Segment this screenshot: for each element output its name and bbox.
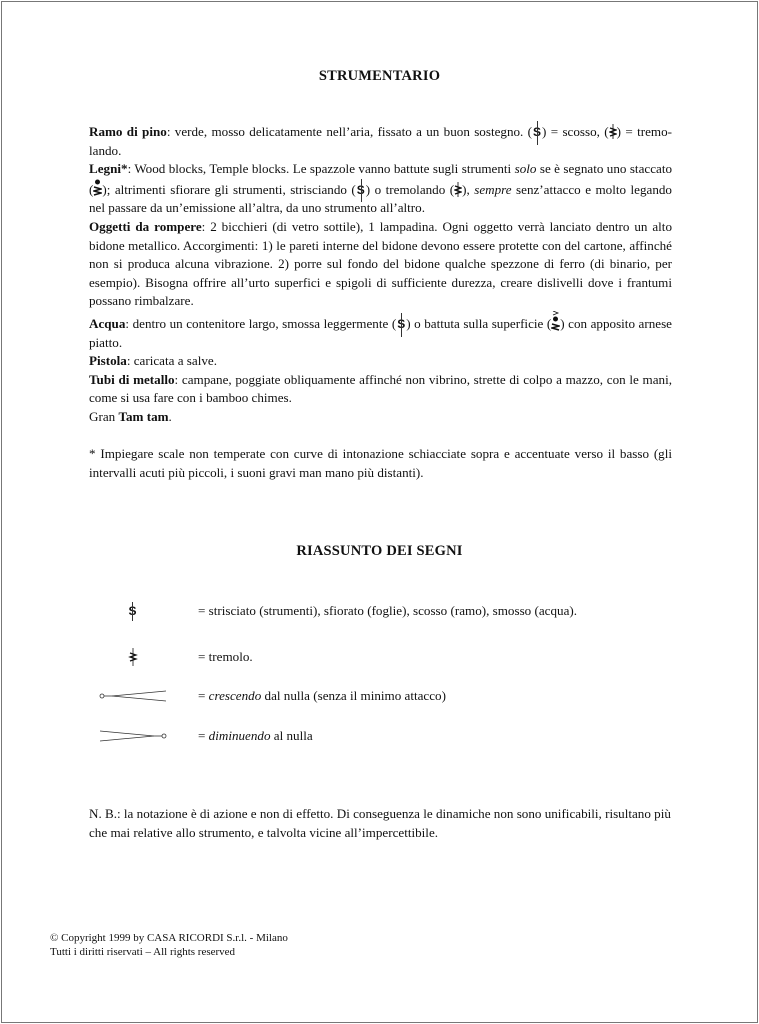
strisciato-icon: S xyxy=(396,315,406,334)
paragraph-oggetti-da-rompere xyxy=(89,218,672,311)
tremolo-icon xyxy=(95,647,170,667)
paragraph-tubi-di-metallo xyxy=(89,371,672,408)
accent-staccato-icon xyxy=(551,311,560,333)
term: Acqua xyxy=(89,315,126,331)
sign-description: = strisciato (strumenti), sfiorato (foglie), scosso (ramo), smosso (acqua). xyxy=(198,603,578,618)
sign-row xyxy=(0,726,759,746)
paragraph-legni xyxy=(89,160,672,218)
strisciato-icon: S xyxy=(532,123,542,142)
text: : 2 bicchieri (di vetro sottile), 1 lampadina. Ogni oggetto verrà lanciato dentro un alto bidone metallico. Accorgimenti: 1) le pareti interne del bidone devono essere protette con del cartone, affinché non si produca alcuna vibrazione. 2) porre sul fondo del bidone qualche spezzone di ferro (di binario, per esempio). Bisogna offrire all’urto superfici e spigoli di sufficiente durezza, creare dislivelli dove i frantumi possano rimbalzare. xyxy=(89,218,672,309)
text: ) o battuta sulla superficie ( xyxy=(406,315,552,331)
text: sempre xyxy=(474,181,512,197)
text: solo xyxy=(514,161,537,177)
paragraph-ramo-di-pino xyxy=(89,123,672,160)
text: . xyxy=(168,408,172,424)
text: = xyxy=(198,728,209,743)
sign-row xyxy=(0,647,759,667)
symbol-letter: S xyxy=(128,604,137,618)
term: Legni* xyxy=(89,161,128,177)
tremolo-icon xyxy=(454,182,462,197)
term: Pistola xyxy=(89,353,127,369)
text: : dentro un contenitore largo, smossa leggermente ( xyxy=(125,315,397,331)
tremolo-icon xyxy=(609,124,617,139)
sign-description xyxy=(198,686,446,706)
text: ) o tremolando ( xyxy=(365,181,455,197)
text: senz’attacco e molto legando nel passare da un’emissione all’altra, da uno strumento all’altro. xyxy=(89,181,672,216)
paragraph-pistola xyxy=(89,352,672,371)
text: Gran xyxy=(89,408,119,424)
signs-title: RIASSUNTO DEI SEGNI xyxy=(296,543,463,559)
crescendo-icon xyxy=(95,686,170,706)
diminuendo-icon xyxy=(95,726,170,746)
instrument-list xyxy=(89,123,672,482)
copyright: © Copyright 1999 by CASA RICORDI S.r.l. - Milano xyxy=(50,932,288,944)
text: = xyxy=(198,688,209,703)
footnote: * Impiegare scale non temperate con curve di intonazione schiacciate sopra e accentuate verso il basso (gli intervalli acuti più piccoli, i suoni gravi man mano più distanti). xyxy=(89,446,672,480)
term: Ramo di pino xyxy=(89,124,167,139)
text: ) = tremo-lando. xyxy=(89,124,672,158)
nota-bene: N. B.: la notazione è di azione e non di effetto. Di conseguenza le dinamiche non sono unificabili, risultano più che mai relative allo strumento, e talvolta vicine all’impercettibile. xyxy=(89,806,671,840)
text: ) con apposito arnese piatto. xyxy=(89,315,672,350)
text: se è segnato uno staccato ( xyxy=(89,161,672,197)
rights-notice: Tutti i diritti riservati – All rights reserved xyxy=(50,946,236,958)
text: ), xyxy=(462,181,475,197)
paragraph-acqua xyxy=(89,311,672,352)
text: diminuendo xyxy=(208,728,271,743)
text: : Wood blocks, Temple blocks. Le spazzole vanno battute sugli strumenti xyxy=(127,161,515,177)
strisciato-icon xyxy=(95,601,170,621)
term: Tubi di metallo xyxy=(89,371,175,387)
text: : verde, mosso delicatamente nell’aria, fissato a un buon sostegno. ( xyxy=(166,124,533,139)
text: : campane, poggiate obliquamente affinché non vibrino, strette di colpo a mazzo, con le mani, come si usa fare con i bamboo chimes. xyxy=(89,371,672,406)
text: dal nulla (senza il minimo attacco) xyxy=(261,688,446,703)
text: al nulla xyxy=(270,728,313,743)
paragraph-tam-tam xyxy=(89,408,672,427)
footer xyxy=(50,931,288,959)
text: ); altrimenti sfiorare gli strumenti, strisciando ( xyxy=(102,181,356,197)
sign-row xyxy=(0,601,759,621)
text: : caricata a salve. xyxy=(126,353,217,369)
page-title: STRUMENTARIO xyxy=(318,68,441,84)
term: Oggetti da rompere xyxy=(89,218,202,234)
sign-description: = tremolo. xyxy=(198,649,253,664)
sign-description xyxy=(198,726,313,746)
text: ) = scosso, ( xyxy=(542,124,609,139)
sign-row xyxy=(0,686,759,706)
strisciato-icon: S xyxy=(356,181,366,200)
term: Tam tam xyxy=(118,408,169,424)
text: crescendo xyxy=(208,688,262,703)
